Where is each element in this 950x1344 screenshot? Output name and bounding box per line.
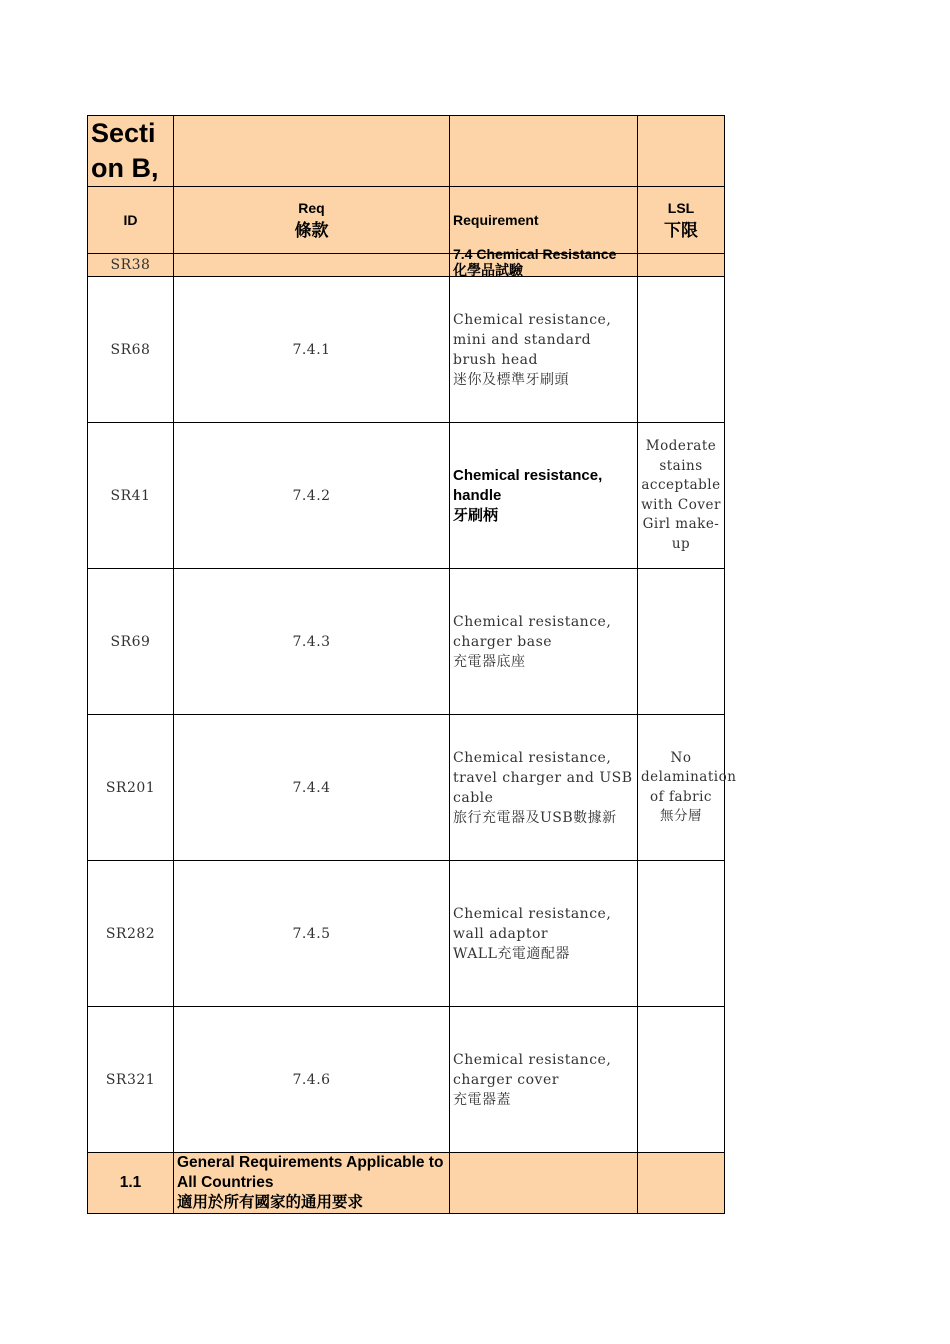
table-row (88, 277, 725, 423)
row-id: SR68 (88, 277, 174, 423)
row-id: SR321 (88, 1007, 174, 1153)
row-requirement: Chemical resistance, mini and standard brush head 迷你及標準牙刷頭 (450, 277, 638, 423)
row-requirement: Chemical resistance, charger cover 充電器蓋 (450, 1007, 638, 1153)
row-id: SR69 (88, 569, 174, 715)
row-req: 7.4.1 (174, 277, 450, 423)
table-row (88, 715, 725, 861)
header-lsl-cn: 下限 (664, 220, 698, 240)
footer-requirement: General Requirements Applicable to All Countries 適用於所有國家的通用要求 (174, 1153, 450, 1214)
table-row (88, 254, 725, 277)
row-lsl (638, 861, 725, 1007)
row-id: SR201 (88, 715, 174, 861)
row-lsl (638, 277, 725, 423)
row-lsl (638, 569, 725, 715)
row-requirement: 7.4 Chemical Resistance 化學品試驗 (450, 254, 638, 277)
row-requirement: Chemical resistance, handle 牙刷柄 (450, 423, 638, 569)
table-row (88, 861, 725, 1007)
section-title-row (88, 116, 725, 187)
section-footer-row (88, 1153, 725, 1214)
row-req: 7.4.2 (174, 423, 450, 569)
row-lsl: Moderate stains acceptable with Cover Girl make-up (638, 423, 725, 569)
row-id: SR41 (88, 423, 174, 569)
row-req: 7.4.5 (174, 861, 450, 1007)
requirements-table (87, 115, 737, 1214)
header-req-en: Req (298, 199, 325, 216)
header-id: ID (88, 187, 174, 254)
row-requirement: Chemical resistance, wall adaptor WALL充電適配器 (450, 861, 638, 1007)
section-title: Secti on B, (88, 116, 174, 187)
row-id: SR38 (88, 254, 174, 277)
header-req-cn: 條款 (294, 220, 329, 240)
row-requirement: Chemical resistance, charger base 充電器底座 (450, 569, 638, 715)
row-req: 7.4.4 (174, 715, 450, 861)
row-lsl: No delamination of fabric 無分層 (638, 715, 725, 861)
row-requirement: Chemical resistance, travel charger and USB cable 旅行充電器及USB數據新 (450, 715, 638, 861)
row-req: 7.4.6 (174, 1007, 450, 1153)
header-lsl-en: LSL (667, 199, 695, 216)
table-row (88, 1007, 725, 1153)
header-requirement: Requirement (450, 187, 638, 254)
row-req: 7.4.3 (174, 569, 450, 715)
header-row (88, 187, 725, 254)
table-row (88, 423, 725, 569)
row-id: SR282 (88, 861, 174, 1007)
table-row (88, 569, 725, 715)
header-lsl (638, 187, 725, 254)
footer-id: 1.1 (88, 1153, 174, 1214)
header-req (174, 187, 450, 254)
row-lsl (638, 1007, 725, 1153)
